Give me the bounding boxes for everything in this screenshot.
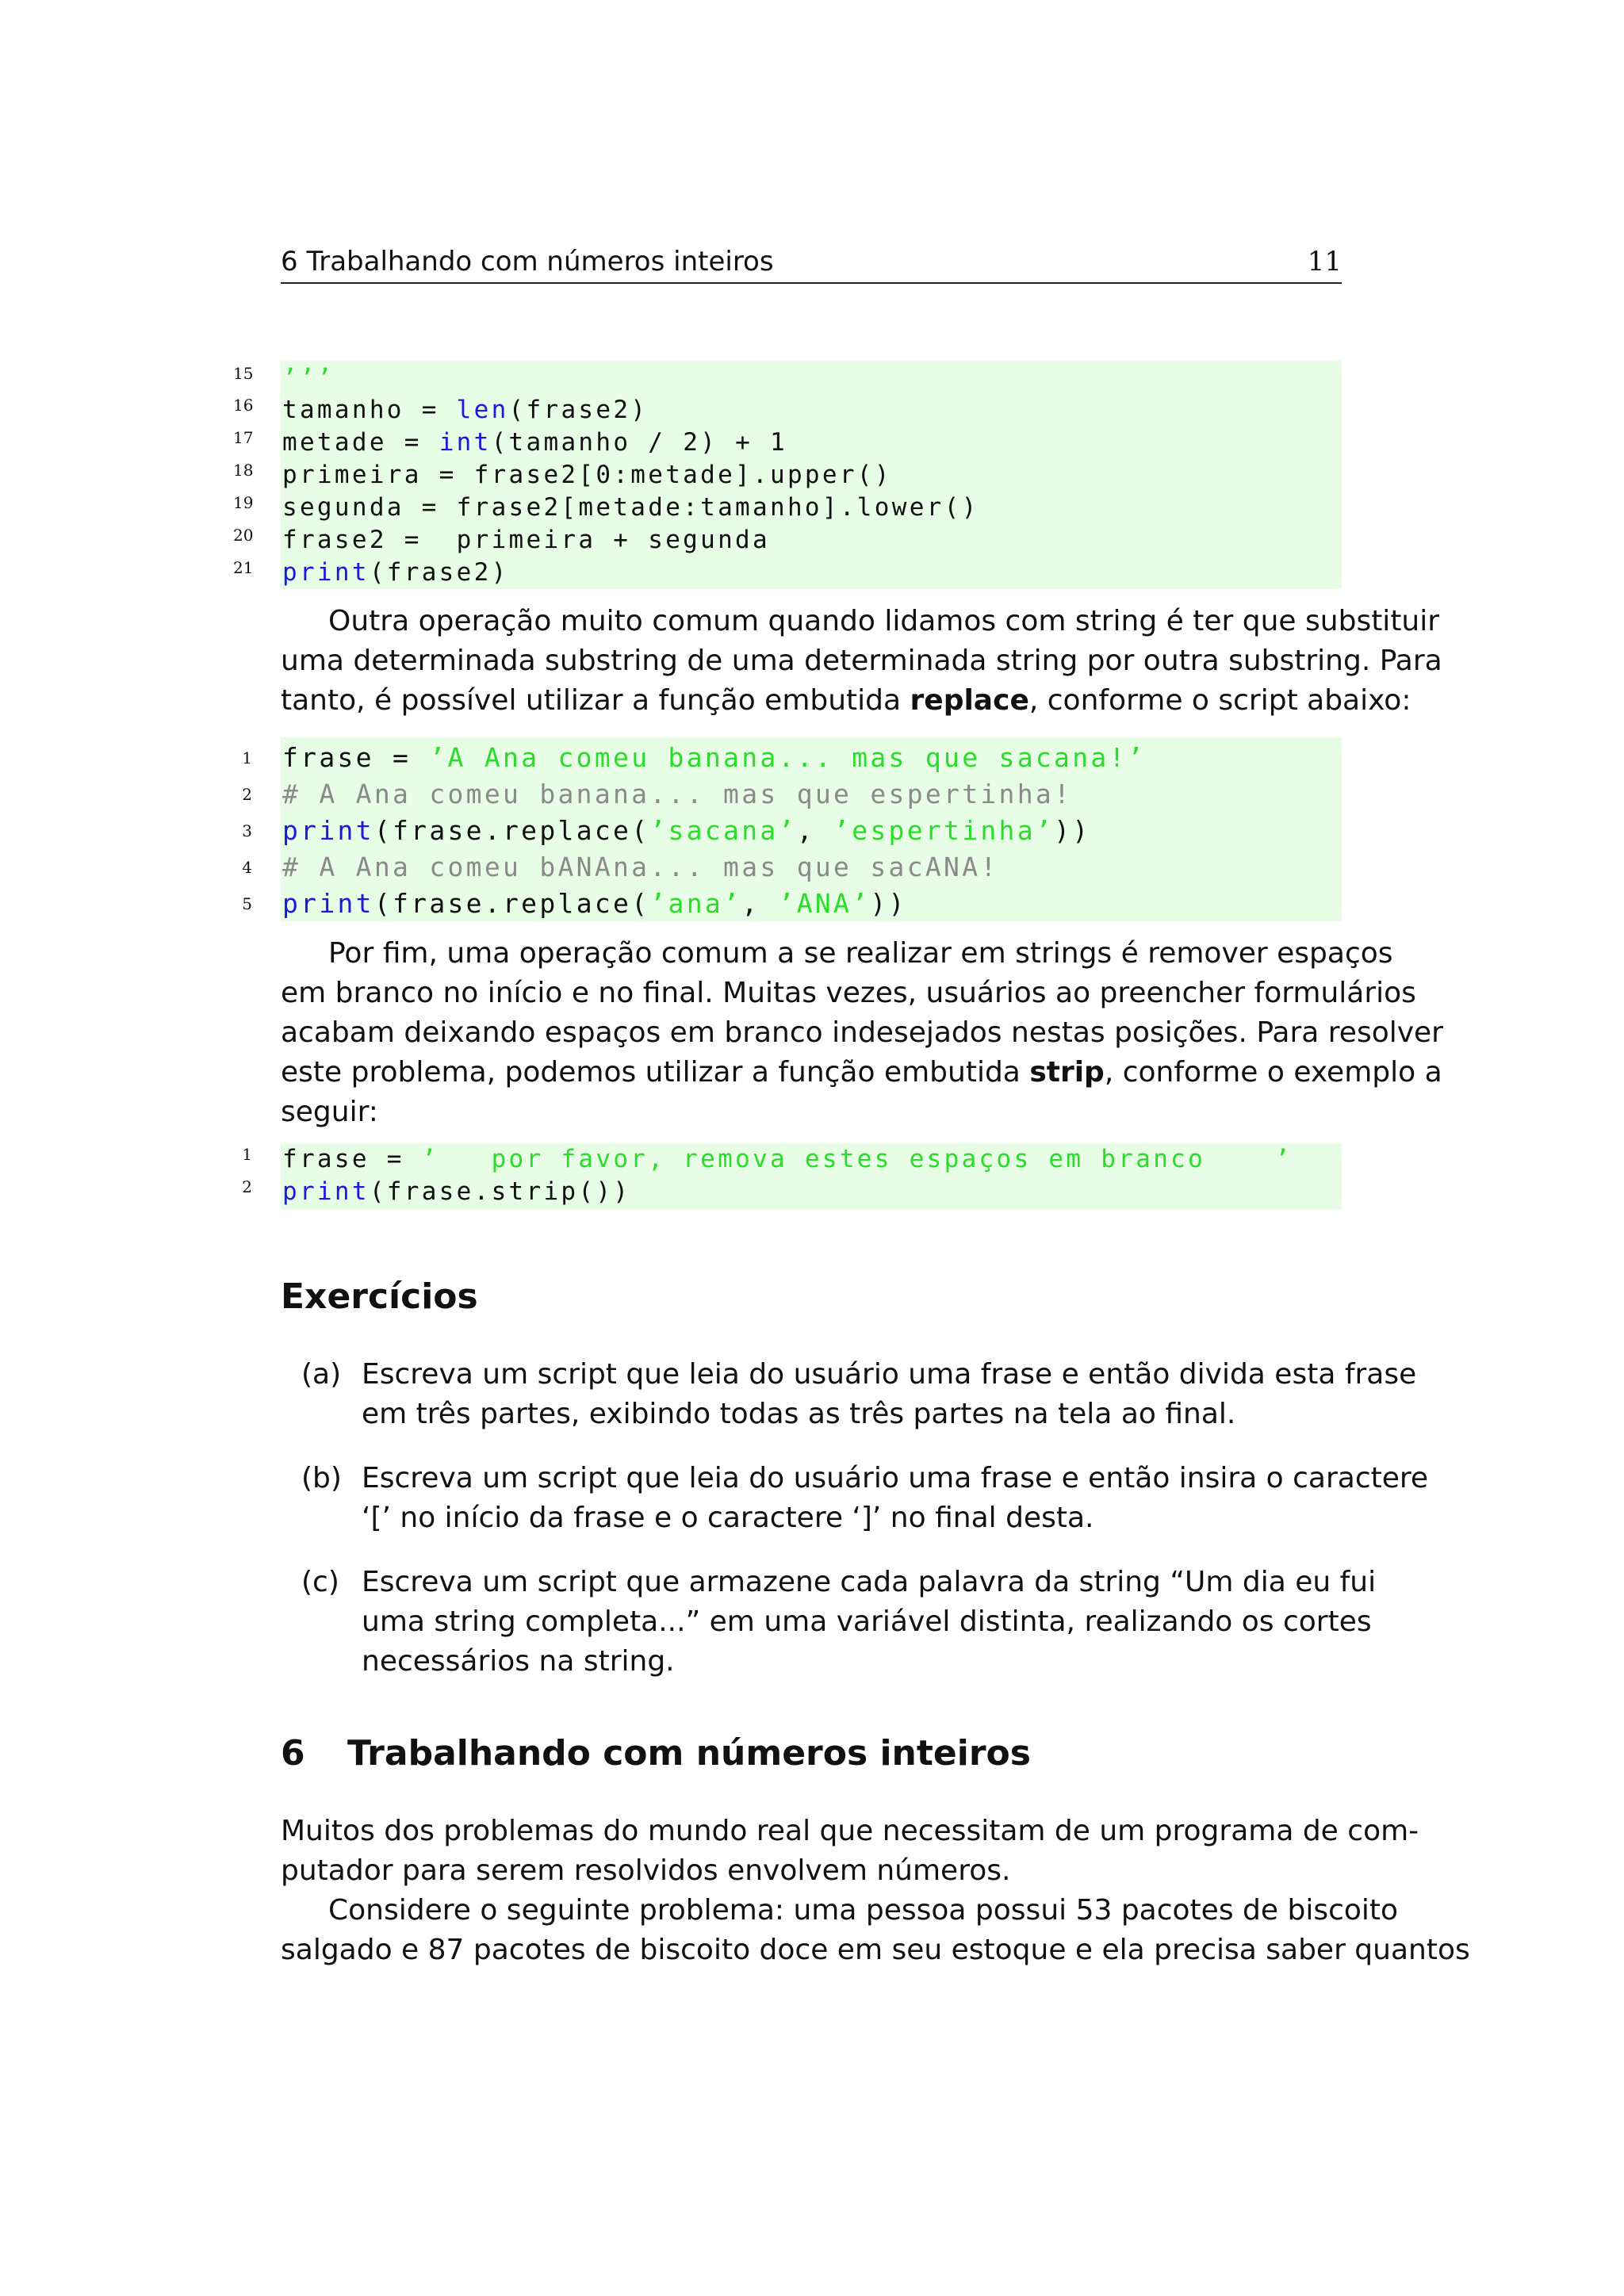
paragraph-replace [281,602,1442,721]
text-line: ‘[’ no início da frase e o caractere ‘]’ no final desta. [362,1502,1094,1534]
code-block-3 [242,1143,1342,1210]
running-header [281,246,1342,284]
text-line: Por fim, uma operação comum a se realizar em strings é remover espaços [328,937,1393,970]
code-line: 21 print(frase2) [233,558,509,587]
text-line: uma string completa...” em uma variável distinta, realizando os cortes [362,1605,1372,1638]
page-number: 11 [1307,246,1342,277]
header-title: 6 Trabalhando com números inteiros [281,246,774,277]
code-line: 17 metade = int(tamanho / 2) + 1 [233,428,787,457]
code-line: 19 segunda = frase2[metade:tamanho].lower() [233,493,979,522]
exercise-label: (b) [301,1462,342,1494]
text-line: necessários na string. [362,1645,675,1678]
text-line: Muitos dos problemas do mundo real que necessitam de um programa de com- [281,1815,1419,1847]
code-line: 1 frase = ’ por favor, remova estes espaços em branco ’ [242,1145,1293,1173]
text-line: tanto, é possível utilizar a função embutida replace, conforme o script abaixo: [281,684,1411,717]
section-number: 6 [281,1733,305,1774]
text-line: seguir: [281,1096,378,1128]
text-line: salgado e 87 pacotes de biscoito doce em seu estoque e ela precisa saber quantos [281,1934,1470,1966]
section-heading [281,1733,1031,1774]
text-line: Escreva um script que leia do usuário uma frase e então insira o caractere [362,1462,1429,1494]
code-block-2 [242,737,1342,921]
code-line: 18 primeira = frase2[0:metade].upper() [233,461,892,489]
code-block-1 [233,361,1342,589]
code-line: 5 print(frase.replace(’ana’, ’ANA’)) [242,888,907,919]
code-line: 20 frase2 = primeira + segunda [233,526,770,554]
text-line: Outra operação muito comum quando lidamos com string é ter que substituir [328,605,1440,637]
text-line: Escreva um script que armazene cada palavra da string “Um dia eu fui [362,1566,1377,1598]
document-page [233,0,1470,2296]
paragraph-problem [281,1891,1470,1970]
exercise-label: (a) [301,1358,342,1391]
text-line: Escreva um script que leia do usuário uma frase e então divida esta frase [362,1358,1417,1391]
code-line: 15 ’’’ [233,364,335,392]
section-title: Trabalhando com números inteiros [347,1733,1031,1774]
code-line: 3 print(frase.replace(’sacana’, ’espertinha’)) [242,815,1091,846]
text-line: acabam deixando espaços em branco indesejados nestas posições. Para resolver [281,1016,1443,1049]
paragraph-strip [281,934,1443,1132]
code-line: 2 print(frase.strip()) [242,1177,631,1206]
code-line: 16 tamanho = len(frase2) [233,396,649,424]
text-line: uma determinada substring de uma determinada string por outra substring. Para [281,645,1442,677]
text-line: em três partes, exibindo todas as três partes na tela ao final. [362,1398,1236,1430]
exercises-heading: Exercícios [281,1276,478,1317]
text-line: Considere o seguinte problema: uma pessoa possui 53 pacotes de biscoito [328,1894,1399,1927]
text-line: este problema, podemos utilizar a função embutida strip, conforme o exemplo a [281,1056,1442,1089]
text-line: em branco no início e no final. Muitas vezes, usuários ao preencher formulários [281,977,1416,1009]
code-line: 2 # A Ana comeu banana... mas que espertinha! [242,779,1073,809]
paragraph-intro [281,1812,1419,1891]
code-line: 4 # A Ana comeu bANAna... mas que sacANA! [242,851,999,882]
exercise-label: (c) [301,1566,339,1598]
code-line: 1 frase = ’A Ana comeu banana... mas que sacana!’ [242,742,1146,773]
text-line: putador para serem resolvidos envolvem números. [281,1854,1011,1887]
